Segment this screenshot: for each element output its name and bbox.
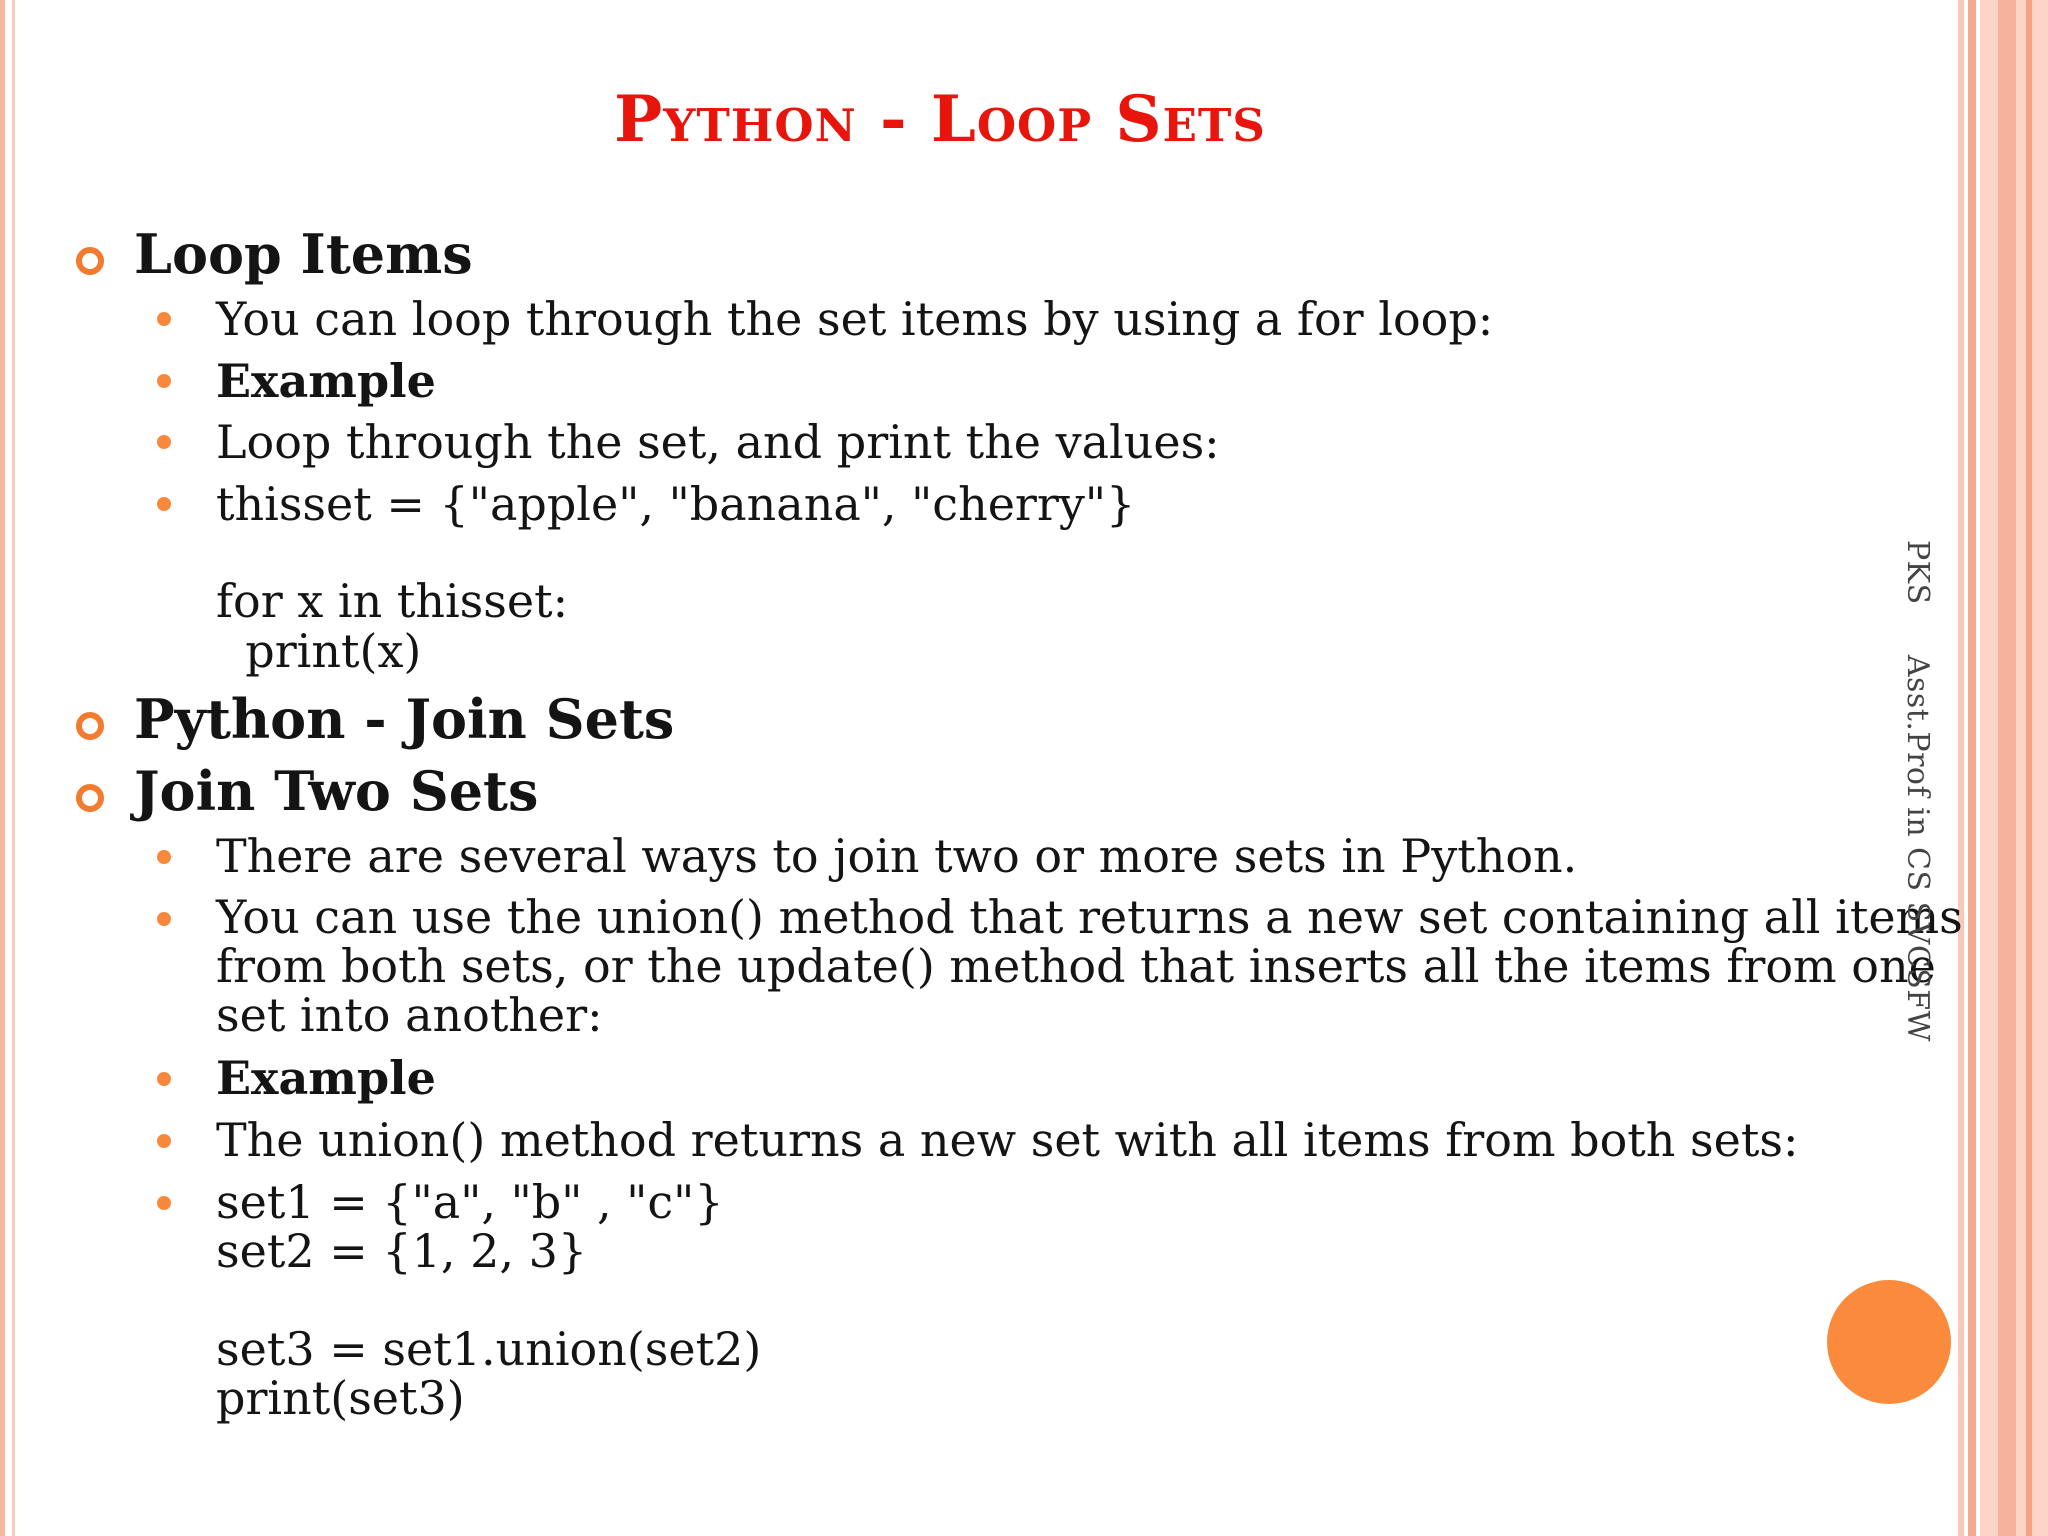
slide-title: Python - Loop Sets <box>614 82 1266 157</box>
bullet-text-continued: set into another: <box>216 988 603 1042</box>
dot-bullet-icon <box>157 1196 171 1210</box>
ring-bullet-icon <box>76 784 104 812</box>
bullet-text-continued: from both sets, or the update() method that inserts all the items from one <box>216 939 1936 993</box>
bullet-text: You can use the union() method that returns a new set containing all items <box>216 890 1963 944</box>
bullet-example: Example <box>216 354 436 408</box>
code-line: print(set3) <box>216 1371 465 1425</box>
dot-bullet-icon <box>157 374 171 388</box>
dot-bullet-icon <box>157 1134 171 1148</box>
vertical-author-label: PKS Asst.Prof in CS SVCSFW <box>1900 540 1935 1042</box>
heading-loop-items: Loop Items <box>134 222 473 286</box>
code-line: set1 = {"a", "b" , "c"} <box>216 1175 724 1229</box>
code-line: print(x) <box>216 624 422 678</box>
dot-bullet-icon <box>157 497 171 511</box>
decorative-circle <box>1827 1280 1951 1404</box>
heading-join-sets: Python - Join Sets <box>134 687 675 751</box>
bullet-text: Loop through the set, and print the values: <box>216 415 1220 469</box>
dot-bullet-icon <box>157 912 171 926</box>
code-line: set3 = set1.union(set2) <box>216 1322 762 1376</box>
dot-bullet-icon <box>157 1072 171 1086</box>
bullet-example: Example <box>216 1051 436 1105</box>
bullet-text: There are several ways to join two or more sets in Python. <box>216 829 1578 883</box>
ring-bullet-icon <box>76 712 104 740</box>
dot-bullet-icon <box>157 435 171 449</box>
bullet-text: You can loop through the set items by using a for loop: <box>216 292 1494 346</box>
code-line: for x in thisset: <box>216 574 569 628</box>
ring-bullet-icon <box>76 247 104 275</box>
dot-bullet-icon <box>157 850 171 864</box>
code-line: set2 = {1, 2, 3} <box>216 1224 588 1278</box>
heading-join-two-sets: Join Two Sets <box>134 759 539 823</box>
bullet-text: The union() method returns a new set with all items from both sets: <box>216 1113 1799 1167</box>
code-line: thisset = {"apple", "banana", "cherry"} <box>216 477 1136 531</box>
dot-bullet-icon <box>157 312 171 326</box>
